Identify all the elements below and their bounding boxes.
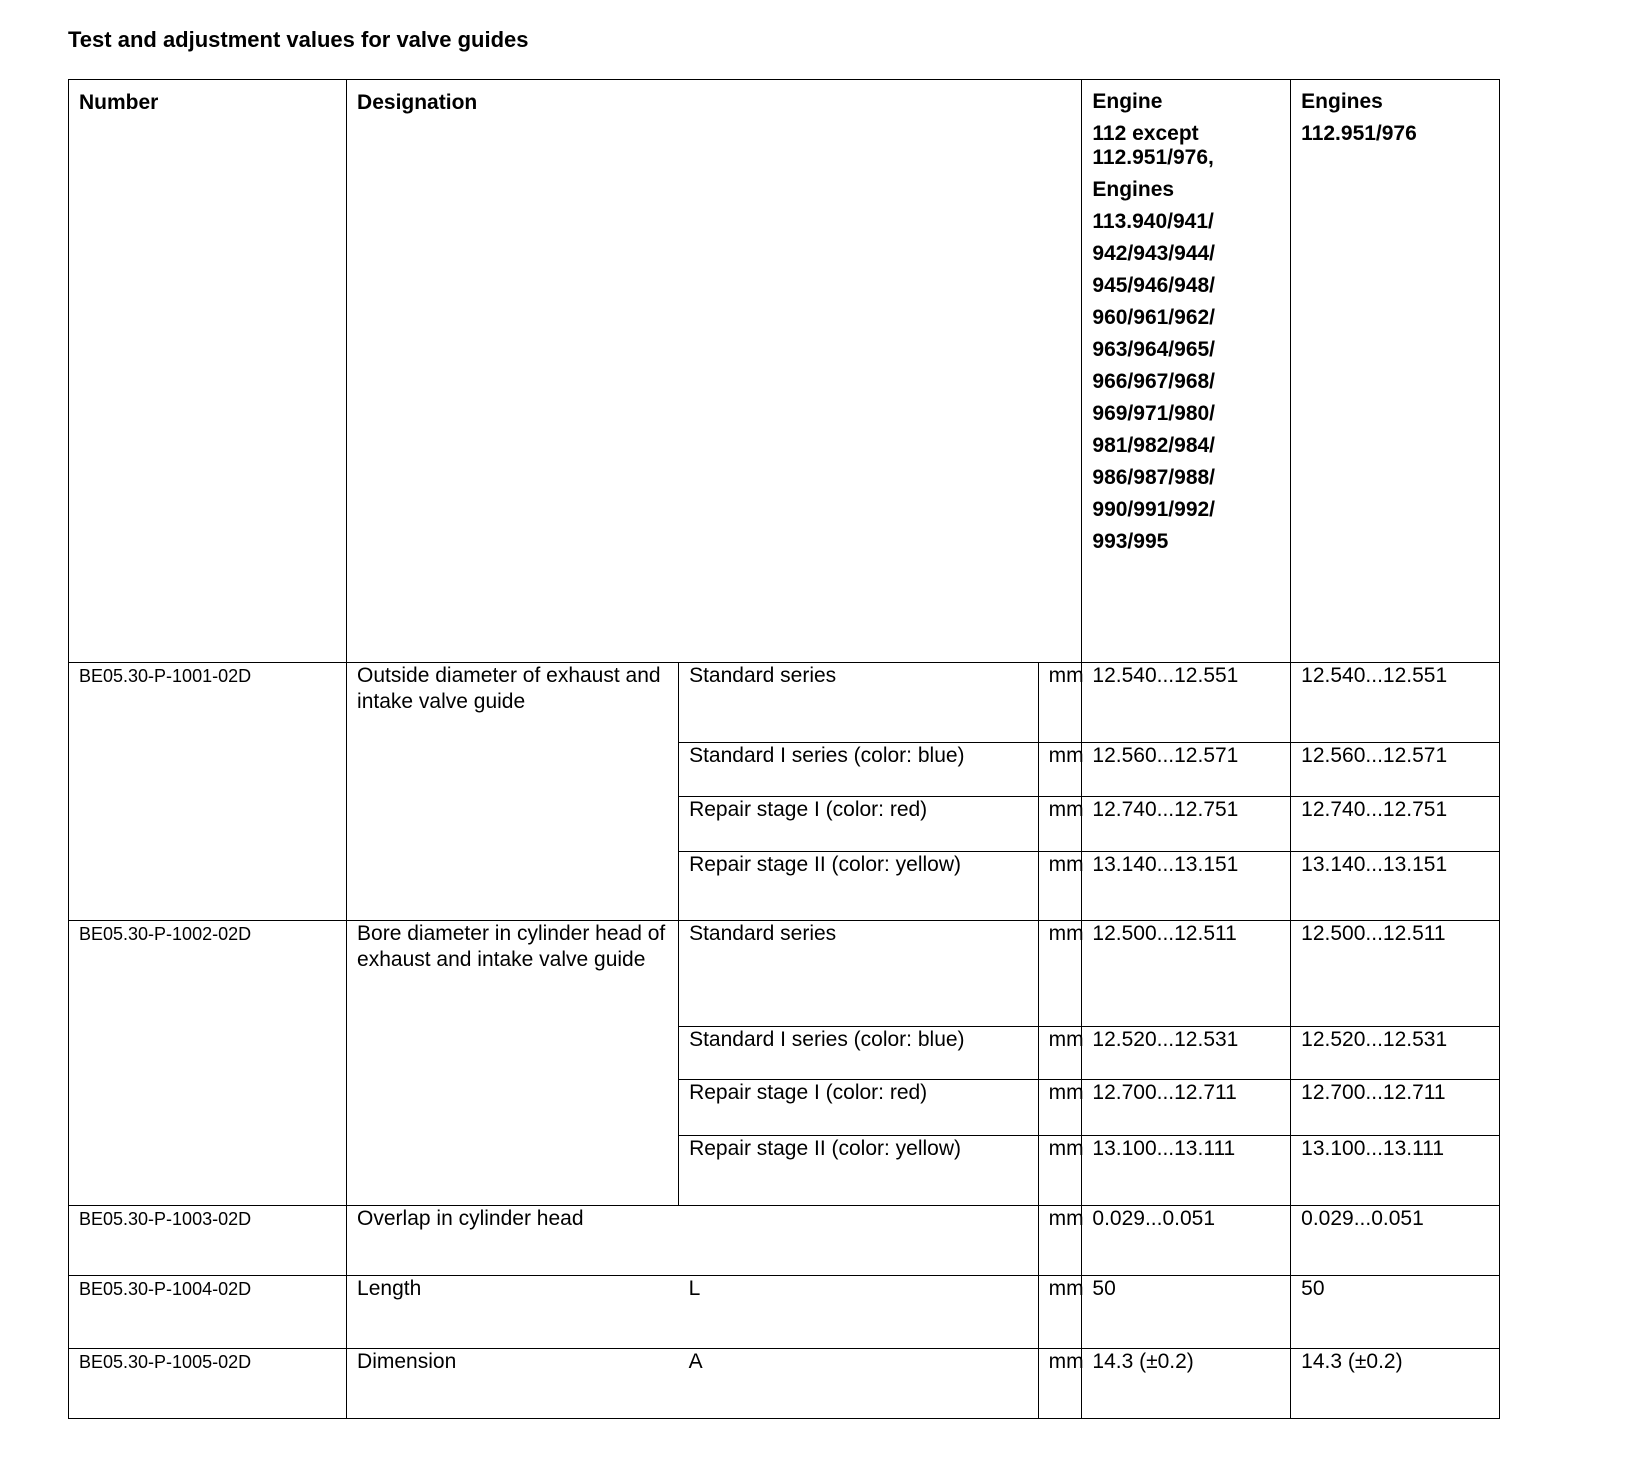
unit-cell: mm [1038,663,1082,743]
sub-label: Repair stage II (color: yellow) [679,852,1039,921]
sub-label: L [679,1276,1039,1349]
sub-label: A [679,1349,1039,1419]
row-number: BE05.30-P-1003-02D [69,1206,347,1276]
value-engine2: 13.140...13.151 [1291,852,1500,921]
unit-cell: mm [1038,1136,1082,1206]
sub-label: Repair stage II (color: yellow) [679,1136,1039,1206]
engine-col1-line: 993/995 [1092,530,1169,553]
value-engine2: 12.500...12.511 [1291,921,1500,1027]
unit-cell: mm [1038,921,1082,1027]
row-number: BE05.30-P-1004-02D [69,1276,347,1349]
unit-cell: mm [1038,1349,1082,1419]
engine-col1-line: 942/943/944/ [1092,242,1216,265]
value-engine2: 14.3 (±0.2) [1291,1349,1500,1419]
table-row [69,663,1500,743]
engine-col1-line: 966/967/968/ [1092,370,1216,393]
row-designation: Length [347,1276,679,1349]
page-title: Test and adjustment values for valve guides [68,27,529,52]
value-engine1: 12.740...12.751 [1082,797,1291,852]
unit-cell: mm [1038,797,1082,852]
unit-cell: mm [1038,743,1082,797]
table-row [69,1206,1500,1276]
value-engine2: 12.520...12.531 [1291,1027,1500,1080]
header-designation: Designation [347,80,1082,663]
value-engine1: 14.3 (±0.2) [1082,1349,1291,1419]
engine-col1-line: Engine [1092,90,1163,113]
value-engine1: 12.700...12.711 [1082,1080,1291,1136]
sub-label: Standard I series (color: blue) [679,1027,1039,1080]
unit-cell: mm [1038,1080,1082,1136]
table-row [69,921,1500,1027]
engine-col2-line: Engines [1301,90,1383,113]
engine-col2-line: 112.951/976 [1301,122,1417,145]
row-designation: Outside diameter of exhaust and intake valve guide [347,663,679,921]
value-engine2: 12.540...12.551 [1291,663,1500,743]
value-engine1: 12.560...12.571 [1082,743,1291,797]
sub-label: Repair stage I (color: red) [679,1080,1039,1136]
value-engine2: 0.029...0.051 [1291,1206,1500,1276]
engine-col1-line: 981/982/984/ [1092,434,1216,457]
engine-col1-line: 990/991/992/ [1092,498,1216,521]
header-number: Number [69,80,347,663]
row-designation: Dimension [347,1349,679,1419]
sub-label: Repair stage I (color: red) [679,797,1039,852]
value-engine2: 12.560...12.571 [1291,743,1500,797]
row-designation: Overlap in cylinder head [347,1206,1039,1276]
table-row [69,1349,1500,1419]
table-row [69,1276,1500,1349]
sub-label: Standard series [679,663,1039,743]
engine-col1-line: 960/961/962/ [1092,306,1216,329]
header-engine-col1 [1082,80,1291,663]
engine-col1-line: 113.940/941/ [1092,210,1214,233]
row-number: BE05.30-P-1001-02D [69,663,347,921]
engine-col1-line: Engines [1092,178,1175,201]
value-engine1: 50 [1082,1276,1291,1349]
header-engine-col2 [1291,80,1500,663]
row-number: BE05.30-P-1005-02D [69,1349,347,1419]
engine-col1-line: 112 except [1092,122,1199,145]
value-engine2: 12.700...12.711 [1291,1080,1500,1136]
engine-col1-line: 945/946/948/ [1092,274,1216,297]
engine-col1-line: 963/964/965/ [1092,338,1216,361]
value-engine1: 13.140...13.151 [1082,852,1291,921]
value-engine1: 13.100...13.111 [1082,1136,1291,1206]
value-engine1: 12.500...12.511 [1082,921,1291,1027]
unit-cell: mm [1038,852,1082,921]
engine-col1-line: 969/971/980/ [1092,402,1216,425]
header-row [69,80,1500,663]
value-engine1: 12.520...12.531 [1082,1027,1291,1080]
sub-label: Standard series [679,921,1039,1027]
value-engine2: 12.740...12.751 [1291,797,1500,852]
unit-cell: mm [1038,1027,1082,1080]
engine-col1-line: 112.951/976, [1092,146,1214,169]
value-engine2: 13.100...13.111 [1291,1136,1500,1206]
value-engine1: 12.540...12.551 [1082,663,1291,743]
value-engine1: 0.029...0.051 [1082,1206,1291,1276]
sub-label: Standard I series (color: blue) [679,743,1039,797]
unit-cell: mm [1038,1206,1082,1276]
row-designation: Bore diameter in cylinder head of exhaust and intake valve guide [347,921,679,1206]
unit-cell: mm [1038,1276,1082,1349]
value-engine2: 50 [1291,1276,1500,1349]
row-number: BE05.30-P-1002-02D [69,921,347,1206]
engine-col1-line: 986/987/988/ [1092,466,1216,489]
valve-guide-table [68,79,1500,1419]
